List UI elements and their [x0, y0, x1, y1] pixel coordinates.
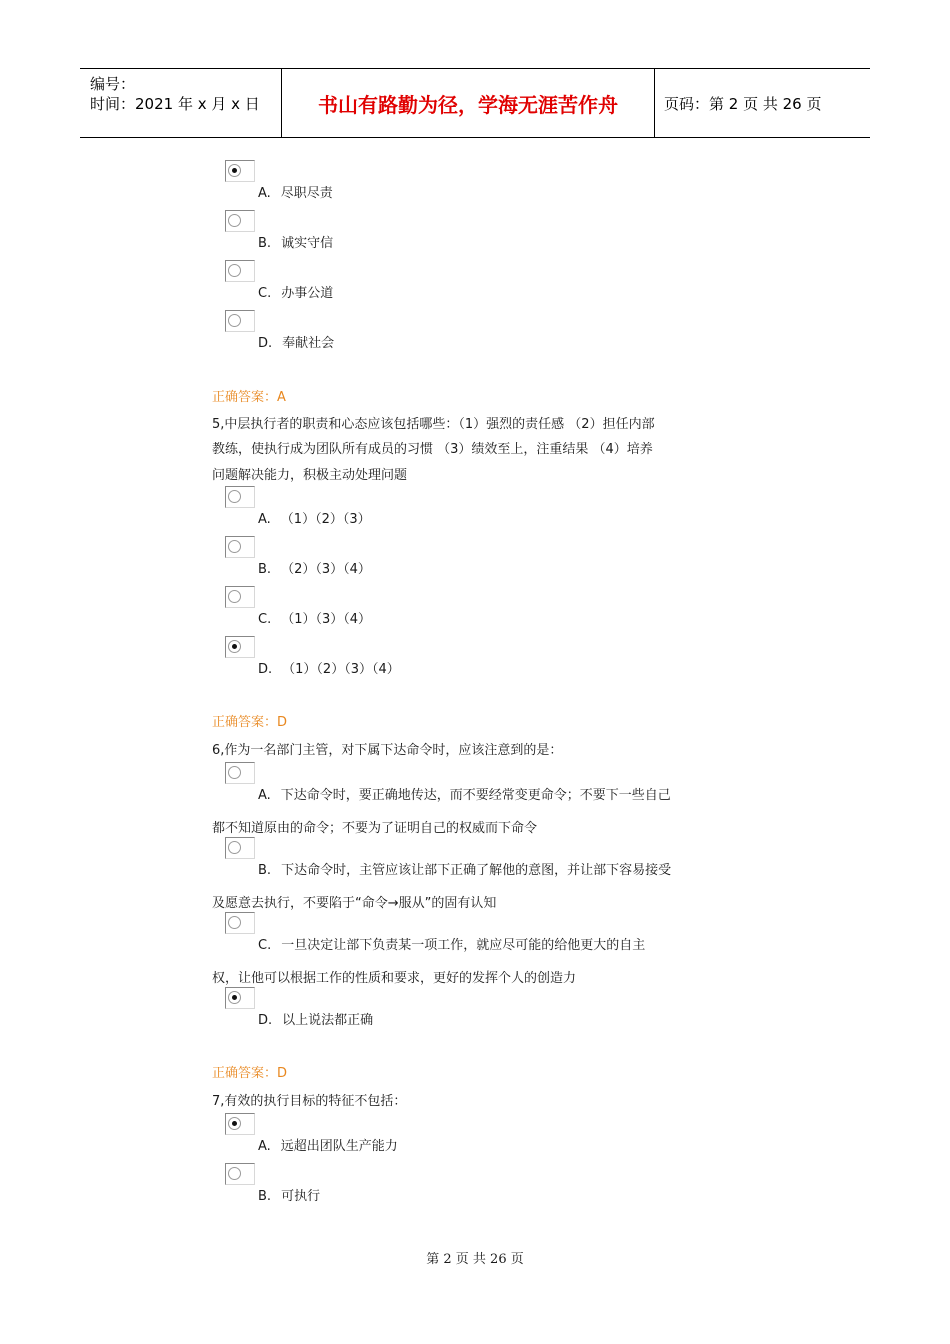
option-q6-b: B. 下达命令时，主管应该让部下正确了解他的意图，并让部下容易接受 — [258, 863, 672, 878]
page-footer: 第 2 页 共 26 页 — [426, 1252, 524, 1267]
radio-q5-c[interactable] — [225, 586, 255, 608]
radio-q4-b[interactable] — [225, 210, 255, 232]
option-q6-d: D. 以上说法都正确 — [258, 1013, 374, 1028]
option-q4-c: C. 办事公道 — [258, 286, 334, 301]
option-q4-b: B. 诚实守信 — [258, 236, 334, 251]
radio-selected-icon — [228, 164, 241, 177]
correct-answer-q4: 正确答案：A — [212, 390, 286, 405]
radio-q7-b[interactable] — [225, 1163, 255, 1185]
radio-selected-icon — [228, 640, 241, 653]
header-page-cell — [654, 69, 870, 137]
question-5-line-1: 5,中层执行者的职责和心态应该包括哪些：（1）强烈的责任感 （2）担任内部 — [212, 417, 655, 432]
option-q4-a: A. 尽职尽责 — [258, 186, 333, 201]
page-code: 页码：第 2 页 共 26 页 — [664, 94, 822, 113]
number-label: 编号： — [90, 75, 136, 93]
radio-q4-c[interactable] — [225, 260, 255, 282]
radio-q5-d[interactable] — [225, 636, 255, 658]
option-q6-c-cont: 权，让他可以根据工作的性质和要求，更好的发挥个人的创造力 — [212, 971, 577, 986]
option-q7-b: B. 可执行 — [258, 1189, 321, 1204]
correct-answer-q6: 正确答案：D — [212, 1066, 288, 1081]
option-q5-a: A. （1）（2）（3） — [258, 512, 371, 527]
radio-icon — [228, 540, 241, 553]
radio-icon — [228, 841, 241, 854]
question-5-line-3: 问题解决能力，积极主动处理问题 — [212, 468, 408, 483]
option-q6-c: C. 一旦决定让部下负责某一项工作，就应尽可能的给他更大的自主 — [258, 938, 646, 953]
radio-q5-a[interactable] — [225, 486, 255, 508]
radio-icon — [228, 916, 241, 929]
motto: 书山有路勤为径，学海无涯苦作舟 — [318, 92, 618, 117]
radio-icon — [228, 214, 241, 227]
radio-q6-d[interactable] — [225, 987, 255, 1009]
radio-selected-icon — [228, 1117, 241, 1130]
question-5-line-2: 教练，使执行成为团队所有成员的习惯 （3）绩效至上，注重结果 （4）培养 — [212, 442, 653, 457]
radio-icon — [228, 1167, 241, 1180]
radio-q4-d[interactable] — [225, 310, 255, 332]
radio-q4-a[interactable] — [225, 160, 255, 182]
header-meta — [80, 69, 280, 137]
question-7: 7,有效的执行目标的特征不包括： — [212, 1094, 407, 1109]
radio-icon — [228, 590, 241, 603]
time-label: 时间：2021 年 x 月 x 日 — [90, 95, 260, 113]
radio-icon — [228, 314, 241, 327]
radio-icon — [228, 766, 241, 779]
option-q6-a: A. 下达命令时，要正确地传达，而不要经常变更命令；不要下一些自己 — [258, 788, 671, 803]
option-q6-a-cont: 都不知道原由的命令；不要为了证明自己的权威而下命令 — [212, 821, 538, 836]
correct-answer-q5: 正确答案：D — [212, 715, 288, 730]
radio-q7-a[interactable] — [225, 1113, 255, 1135]
option-q4-d: D. 奉献社会 — [258, 336, 335, 351]
option-q6-b-cont: 及愿意去执行，不要陷于“命令→服从”的固有认知 — [212, 896, 497, 911]
document-header — [80, 68, 870, 138]
radio-q6-b[interactable] — [225, 837, 255, 859]
option-q5-c: C. （1）（3）（4） — [258, 612, 372, 627]
option-q5-d: D. （1）（2）（3）（4） — [258, 662, 400, 677]
option-q7-a: A. 远超出团队生产能力 — [258, 1139, 398, 1154]
radio-icon — [228, 264, 241, 277]
header-motto-cell — [281, 69, 655, 137]
radio-q5-b[interactable] — [225, 536, 255, 558]
radio-selected-icon — [228, 991, 241, 1004]
question-6: 6,作为一名部门主管，对下属下达命令时，应该注意到的是： — [212, 743, 563, 758]
radio-q6-c[interactable] — [225, 912, 255, 934]
option-q5-b: B. （2）（3）（4） — [258, 562, 371, 577]
radio-q6-a[interactable] — [225, 762, 255, 784]
radio-icon — [228, 490, 241, 503]
